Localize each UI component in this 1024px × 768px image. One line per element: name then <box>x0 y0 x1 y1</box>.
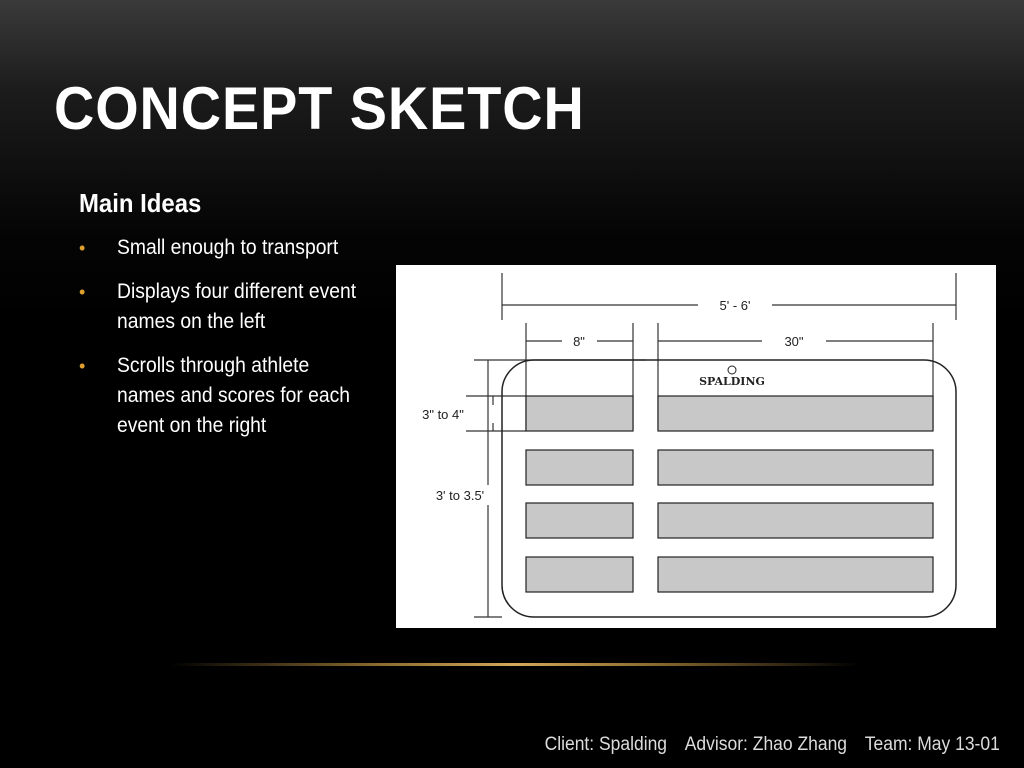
dimension-label-right-panel: 30" <box>784 334 804 349</box>
footer-advisor: Advisor: Zhao Zhang <box>684 734 848 755</box>
bullet-icon: • <box>79 238 86 258</box>
bullet-list <box>79 233 389 441</box>
display-rows <box>526 396 933 592</box>
divider-line <box>170 663 860 666</box>
event-name-row <box>526 503 633 538</box>
logo-emblem-icon <box>728 366 736 374</box>
athlete-score-row <box>658 557 933 592</box>
athlete-score-row <box>658 450 933 485</box>
dimension-label-height: 3' to 3.5' <box>435 488 485 503</box>
event-name-row <box>526 396 633 431</box>
bullet-text: Displays four different event names on the left <box>117 280 357 333</box>
bullet-text: Small enough to transport <box>117 236 339 259</box>
bullet-icon: • <box>79 282 86 302</box>
footer-client: Client: Spalding <box>544 734 668 755</box>
footer <box>545 734 1000 756</box>
content-block <box>79 188 389 455</box>
event-name-row <box>526 557 633 592</box>
slide-title: CONCEPT SKETCH <box>54 75 585 142</box>
dimension-label-row-height: 3" to 4" <box>422 407 464 422</box>
bullet-item <box>79 277 389 337</box>
footer-team: Team: May 13-01 <box>864 734 1000 755</box>
bullet-item <box>79 351 389 441</box>
dimension-label-left-panel: 8" <box>573 334 585 349</box>
logo-text: SPALDING <box>699 375 765 388</box>
bullet-item <box>79 233 389 263</box>
bullet-icon: • <box>79 356 86 376</box>
bullet-text: Scrolls through athlete names and scores for each event on the right <box>117 354 351 437</box>
athlete-score-row <box>658 396 933 431</box>
section-heading: Main Ideas <box>79 188 202 218</box>
athlete-score-row <box>658 503 933 538</box>
scoreboard-diagram <box>396 265 996 628</box>
event-name-row <box>526 450 633 485</box>
concept-sketch-image <box>396 265 996 628</box>
dimension-label-width: 5' - 6' <box>719 298 751 313</box>
